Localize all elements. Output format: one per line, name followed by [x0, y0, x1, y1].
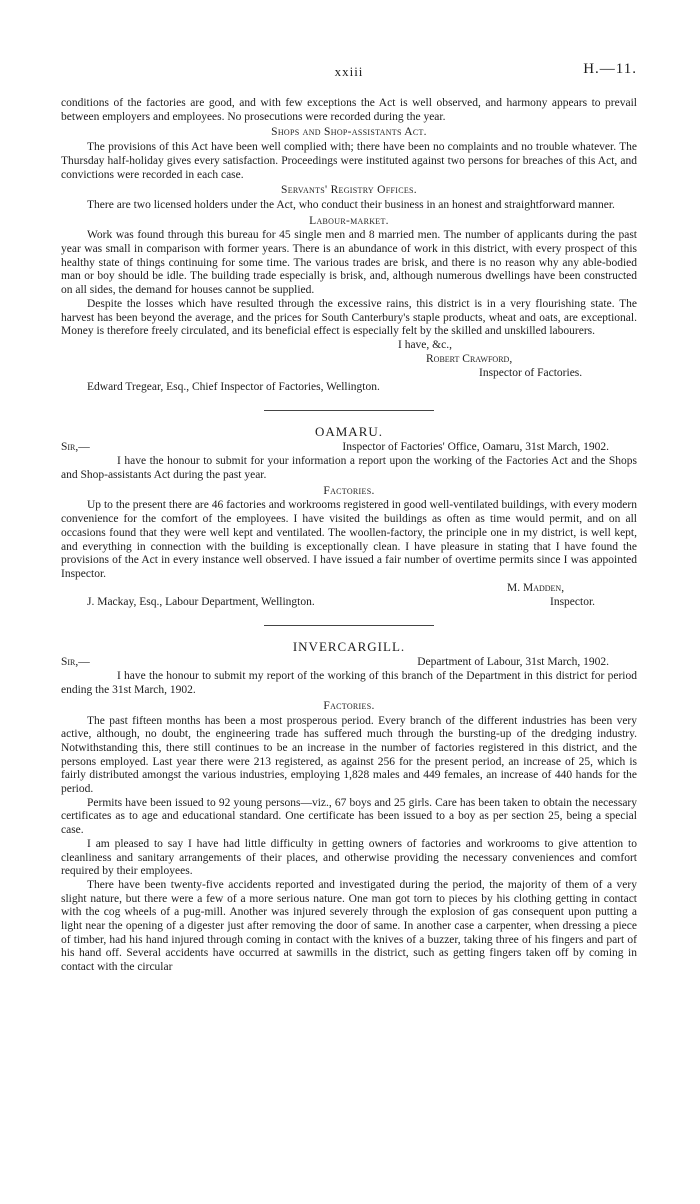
salutation: Sir,—	[61, 441, 90, 454]
signatory-title: Inspector.	[550, 595, 596, 608]
section-divider	[264, 625, 434, 626]
addressee: Edward Tregear, Esq., Chief Inspector of Factories, Wellington.	[87, 380, 380, 393]
registry-offices-paragraph: There are two licensed holders under the Act, who conduct their business in an honest and straightforward manner.	[87, 198, 615, 211]
salutation: Sir,—	[61, 656, 90, 669]
signatory-title: Inspector of Factories.	[479, 366, 583, 379]
signatory-name: M. Madden,	[507, 581, 565, 594]
factories-heading: Factories.	[323, 699, 375, 712]
sender-address: Department of Labour, 31st March, 1902.	[417, 656, 609, 669]
closing: I have, &c.,	[398, 338, 452, 351]
document-reference: H.—11.	[583, 61, 637, 77]
registry-offices-heading: Servants' Registry Offices.	[281, 184, 417, 197]
addressee-line	[61, 596, 637, 610]
signatory-title-line	[61, 367, 637, 381]
signatory-name: Robert Crawford,	[426, 352, 513, 365]
page-header	[61, 60, 637, 80]
intro-paragraph: I have the honour to submit for your information a report upon the working of the Factories Act and the Shops and Shop-assistants Act during the past year.	[61, 455, 637, 482]
signature-line	[61, 353, 637, 367]
shops-act-paragraph: The provisions of this Act have been well complied with; there have been no complaints and no trouble whatever. The Thursday half-holiday gives every satisfaction. Proceedings were instituted against two persons for breaches of this Act, and convictions were recorded in each case.	[61, 141, 637, 181]
salutation-line	[61, 656, 637, 670]
factories-heading: Factories.	[323, 484, 375, 497]
place-heading-invercargill: INVERCARGILL.	[292, 638, 406, 654]
sanitary-paragraph: I am pleased to say I have had little difficulty in getting owners of factories and workrooms to give attention to cleanliness and sanitary arrangements of their places, and otherwise providing the necessary conveniences and comfort required by their employees.	[61, 837, 637, 878]
addressee: J. Mackay, Esq., Labour Department, Wellington.	[87, 595, 315, 608]
oamaru-report	[61, 425, 637, 610]
intro-paragraph: I have the honour to submit my report of the working of this branch of the Department in this district for period ending the 31st March, 1902.	[61, 670, 637, 697]
place-heading-oamaru: OAMARU.	[314, 423, 384, 439]
labour-market-paragraph: Work was found through this bureau for 45 single men and 8 married men. The number of applicants during the past year was small in comparison with former years. There is an abundance of work in this district, with every prospect of this healthy state of things continuing for some time. The various trades are brisk, and there is no reason why any able-bodied man or boy should be idle. The building trade especially is brisk, and, although numerous dwellings have been constructed on all sides, the demand for houses cannot be supplied.	[61, 229, 637, 297]
labour-market-paragraph-2: Despite the losses which have resulted through the excessive rains, this district is in a very flourishing state. The harvest has been beyond the average, and the prices for South Canterbury's staple products, wheat and oats, are exceptional. Money is therefore freely circulated, and its beneficial effect is especially felt by the skilled and unskilled labourers.	[61, 297, 637, 338]
closing-line	[61, 339, 637, 353]
labour-market-heading: Labour-market.	[309, 214, 389, 227]
accidents-paragraph: There have been twenty-five accidents reported and investigated during the period, the majority of them of a very slight nature, but there were a few of a more serious nature. One man got torn to pieces by his clothing getting in contact with the cog wheels of a pug-mill. Another was injured severely through the explosion of gas consequent upon putting a light near the opening of a digester just after removing the door of same. In another case a carpenter, when dressing a piece of timber, had his hand injured through coming in contact with the knives of a buzzer, taking three of his fingers and part of his hand off. Several accidents have occurred at sawmills in the district, such as getting fingers taken off by coming in contact with the circular	[61, 878, 637, 974]
signature-line	[61, 582, 637, 596]
invercargill-report	[61, 640, 637, 975]
salutation-line	[61, 441, 637, 455]
section-divider	[264, 410, 434, 411]
sender-address: Inspector of Factories' Office, Oamaru, 31st March, 1902.	[342, 441, 609, 454]
christchurch-report-tail	[61, 97, 637, 395]
factories-paragraph: Up to the present there are 46 factories and workrooms registered in good well-ventilated buildings, with every modern convenience for the comfort of the employees. I have visited the buildings as often as time would permit, and on all occasions found that they were well kept and ventilated. The woollen-factory, the principle one in my district, is well kept, and everything in connection with the building is exceptionally clean. I have pleasure in stating that I have found the provisions of the Act in every instance well observed. I have issued a fair number of overtime permits since I was appointed Inspector.	[61, 499, 637, 580]
page-number: xxiii	[334, 64, 364, 79]
shops-act-heading: Shops and Shop-assistants Act.	[271, 126, 427, 139]
document-body	[61, 97, 637, 975]
permits-paragraph: Permits have been issued to 92 young persons—viz., 67 boys and 25 girls. Care has been taken to obtain the necessary certificates as to age and educational standard. One certificate has been issued to a boy as per section 25, being a special case.	[61, 796, 637, 837]
opening-paragraph: conditions of the factories are good, and with few exceptions the Act is well observed, and harmony appears to prevail between employers and employees. No prosecutions were recorded during the year.	[61, 97, 637, 123]
factories-paragraph: The past fifteen months has been a most prosperous period. Every branch of the different industries has been very active, although, no doubt, the engineering trade has suffered much through the bursting-up of the dredging industry. Notwithstanding this, there still continues to be an increase in the number of factories registered in this district, and the persons employed. Last year there were 213 registered, as against 256 for the present period, an increase of 25, which is fairly distributed amongst the various industries, employing 1,828 males and 449 females, an increase of 440 hands for the period.	[61, 714, 637, 796]
